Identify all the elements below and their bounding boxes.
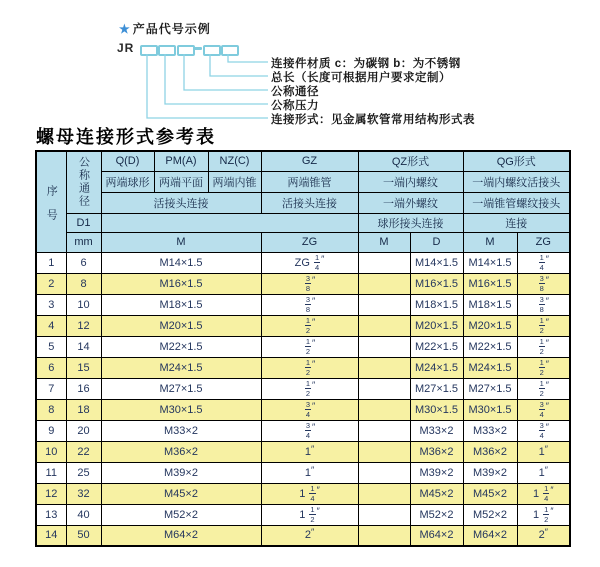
cell-m: M45×2 [101,483,261,504]
cell-no: 4 [36,315,66,336]
header-zg-qg: ZG [517,232,570,252]
cell-dn: 50 [66,525,101,546]
cell-qz_m [358,462,410,483]
cell-dn: 15 [66,357,101,378]
header-mm: mm [66,232,101,252]
cell-qz_d: M39×2 [410,462,463,483]
cell-qg_m: M22×1.5 [463,336,517,357]
cell-qz_m [358,294,410,315]
cell-qz_m [358,273,410,294]
star-icon: ★ [119,22,131,36]
header-qg-row2: 一端内螺纹活接头 [463,171,570,192]
cell-dn: 40 [66,504,101,525]
header-qz-row3: 一端外螺纹 [358,192,463,213]
header-pm: PM(A) [154,151,208,171]
cell-zg: 2″ [261,525,358,546]
cell-qz_m [358,315,410,336]
cell-zg: 1 $\frac{1}{2}$ ″ [261,504,358,525]
cell-qz_m [358,504,410,525]
label-diameter: 公称通径 [271,86,319,98]
cell-dn: 12 [66,315,101,336]
diagram-title: 产品代号示例 [132,22,211,36]
cell-dn: 18 [66,399,101,420]
cell-qg_m: M64×2 [463,525,517,546]
cell-m: M20×1.5 [101,315,261,336]
cell-m: M27×1.5 [101,378,261,399]
cell-no: 1 [36,252,66,273]
cell-qg_zg: $\frac{1}{2}$ ″ [517,378,570,399]
table-row [36,483,570,504]
cell-no: 5 [36,336,66,357]
header-m-qz: M [358,232,410,252]
cell-zg: $\frac{1}{2}$ ″ [261,336,358,357]
cell-m: M64×2 [101,525,261,546]
cell-qg_zg: $\frac{3}{4}$ ″ [517,420,570,441]
header-pm-desc: 两端平面 [154,171,208,192]
cell-zg: $\frac{1}{2}$ ″ [261,357,358,378]
cell-qz_m [358,441,410,462]
cell-qz_m [358,336,410,357]
cell-no: 13 [36,504,66,525]
cell-qz_d: M64×2 [410,525,463,546]
header-serial: 序号 [36,151,66,252]
cell-no: 7 [36,378,66,399]
cell-qg_m: M33×2 [463,420,517,441]
cell-dn: 14 [66,336,101,357]
header-union: 活接头连接 [101,192,261,213]
cell-dn: 25 [66,462,101,483]
cell-qg_zg: 2″ [517,525,570,546]
cell-no: 2 [36,273,66,294]
table-row [36,420,570,441]
cell-qz_d: M45×2 [410,483,463,504]
table-body [36,252,570,546]
cell-qz_d: M36×2 [410,441,463,462]
cell-qg_m: M18×1.5 [463,294,517,315]
header-qg-row4: 连接 [463,213,570,232]
table-row [36,441,570,462]
cell-zg: $\frac{1}{2}$ ″ [261,315,358,336]
label-material: 连接件材质 c：为碳钢 b：为不锈钢 [271,58,461,70]
header-nz-desc: 两端内锥 [208,171,261,192]
cell-m: M52×2 [101,504,261,525]
cell-no: 6 [36,357,66,378]
cell-qz_d: M22×1.5 [410,336,463,357]
header-zg-gz: ZG [261,232,358,252]
table-title: 螺母连接形式参考表 [36,127,216,147]
header-union-gz: 活接头连接 [261,192,358,213]
cell-m: M22×1.5 [101,336,261,357]
cell-m: M16×1.5 [101,273,261,294]
cell-qg_m: M36×2 [463,441,517,462]
cell-dn: 8 [66,273,101,294]
cell-m: M14×1.5 [101,252,261,273]
header-qz: QZ形式 [358,151,463,171]
cell-zg: $\frac{3}{4}$ ″ [261,420,358,441]
cell-qg_zg: 1″ [517,441,570,462]
cell-zg: $\frac{1}{2}$ ″ [261,378,358,399]
table-row [36,462,570,483]
cell-dn: 16 [66,378,101,399]
header-qz-row4: 球形接头连接 [358,213,463,232]
cell-qz_m [358,399,410,420]
cell-dn: 32 [66,483,101,504]
cell-m: M39×2 [101,462,261,483]
cell-qz_d: M18×1.5 [410,294,463,315]
code-prefix: JR [117,41,135,55]
header-nz: NZ(C) [208,151,261,171]
header-gz-desc: 两端锥管 [261,171,358,192]
cell-qz_d: M33×2 [410,420,463,441]
cell-qg_m: M30×1.5 [463,399,517,420]
cell-no: 10 [36,441,66,462]
cell-dn: 10 [66,294,101,315]
cell-qg_m: M39×2 [463,462,517,483]
cell-qg_zg: 1″ [517,462,570,483]
cell-qg_zg: $\frac{3}{8}$ ″ [517,294,570,315]
cell-zg: $\frac{3}{8}$ ″ [261,294,358,315]
cell-no: 12 [36,483,66,504]
cell-qg_m: M16×1.5 [463,273,517,294]
cell-m: M18×1.5 [101,294,261,315]
cell-qz_d: M20×1.5 [410,315,463,336]
cell-qg_m: M20×1.5 [463,315,517,336]
header-q-desc: 两端球形 [101,171,154,192]
cell-no: 14 [36,525,66,546]
cell-zg: $\frac{3}{8}$ ″ [261,273,358,294]
cell-zg: $\frac{3}{4}$ ″ [261,399,358,420]
table-row [36,273,570,294]
header-d-qz: D [410,232,463,252]
cell-qg_zg: 1 $\frac{1}{2}$ ″ [517,504,570,525]
cell-dn: 6 [66,252,101,273]
header-qz-row2: 一端内螺纹 [358,171,463,192]
header-m-main: M [101,232,261,252]
cell-qz_m [358,525,410,546]
cell-qz_d: M16×1.5 [410,273,463,294]
header-qg-row3: 一端锥管螺纹接头 [463,192,570,213]
table-row [36,315,570,336]
cell-qz_d: M24×1.5 [410,357,463,378]
cell-qg_zg: 1 $\frac{1}{4}$ ″ [517,483,570,504]
cell-zg: 1 $\frac{1}{4}$ ″ [261,483,358,504]
cell-qz_m [358,483,410,504]
cell-no: 8 [36,399,66,420]
table-row [36,336,570,357]
header-dn: 公称通径 [66,151,101,213]
cell-qz_m [358,252,410,273]
cell-qz_d: M14×1.5 [410,252,463,273]
header-m-qg: M [463,232,517,252]
cell-qz_m [358,378,410,399]
reference-table [35,150,571,547]
cell-dn: 22 [66,441,101,462]
cell-m: M30×1.5 [101,399,261,420]
cell-dn: 20 [66,420,101,441]
cell-qg_m: M24×1.5 [463,357,517,378]
cell-qg_zg: $\frac{1}{4}$ ″ [517,252,570,273]
cell-qg_zg: $\frac{1}{2}$ ″ [517,315,570,336]
table-row [36,504,570,525]
cell-no: 9 [36,420,66,441]
cell-zg: 1″ [261,462,358,483]
table-row [36,294,570,315]
table-row [36,252,570,273]
header-qg: QG形式 [463,151,570,171]
cell-zg: 1″ [261,441,358,462]
label-length: 总长（长度可根据用户要求定制） [271,72,451,84]
label-pressure: 公称压力 [271,100,319,112]
cell-qz_d: M52×2 [410,504,463,525]
table-row [36,378,570,399]
cell-qz_d: M27×1.5 [410,378,463,399]
header-blank [101,213,358,232]
table-row [36,357,570,378]
header-d1: D1 [66,213,101,232]
cell-m: M24×1.5 [101,357,261,378]
table-row [36,525,570,546]
cell-qg_zg: $\frac{3}{8}$ ″ [517,273,570,294]
cell-qg_m: M14×1.5 [463,252,517,273]
cell-qz_d: M30×1.5 [410,399,463,420]
label-connection: 连接形式：见金属软管常用结构形式表 [271,114,475,126]
cell-no: 11 [36,462,66,483]
cell-qg_zg: $\frac{3}{4}$ ″ [517,399,570,420]
header-gz: GZ [261,151,358,171]
cell-qg_m: M45×2 [463,483,517,504]
cell-qg_zg: $\frac{1}{2}$ ″ [517,336,570,357]
cell-qg_m: M52×2 [463,504,517,525]
cell-m: M36×2 [101,441,261,462]
cell-qg_zg: $\frac{1}{2}$ ″ [517,357,570,378]
table-row [36,399,570,420]
cell-m: M33×2 [101,420,261,441]
cell-qg_m: M27×1.5 [463,378,517,399]
cell-qz_m [358,357,410,378]
cell-no: 3 [36,294,66,315]
cell-qz_m [358,420,410,441]
cell-zg: ZG $\frac{1}{4}$ ″ [261,252,358,273]
header-q: Q(D) [101,151,154,171]
